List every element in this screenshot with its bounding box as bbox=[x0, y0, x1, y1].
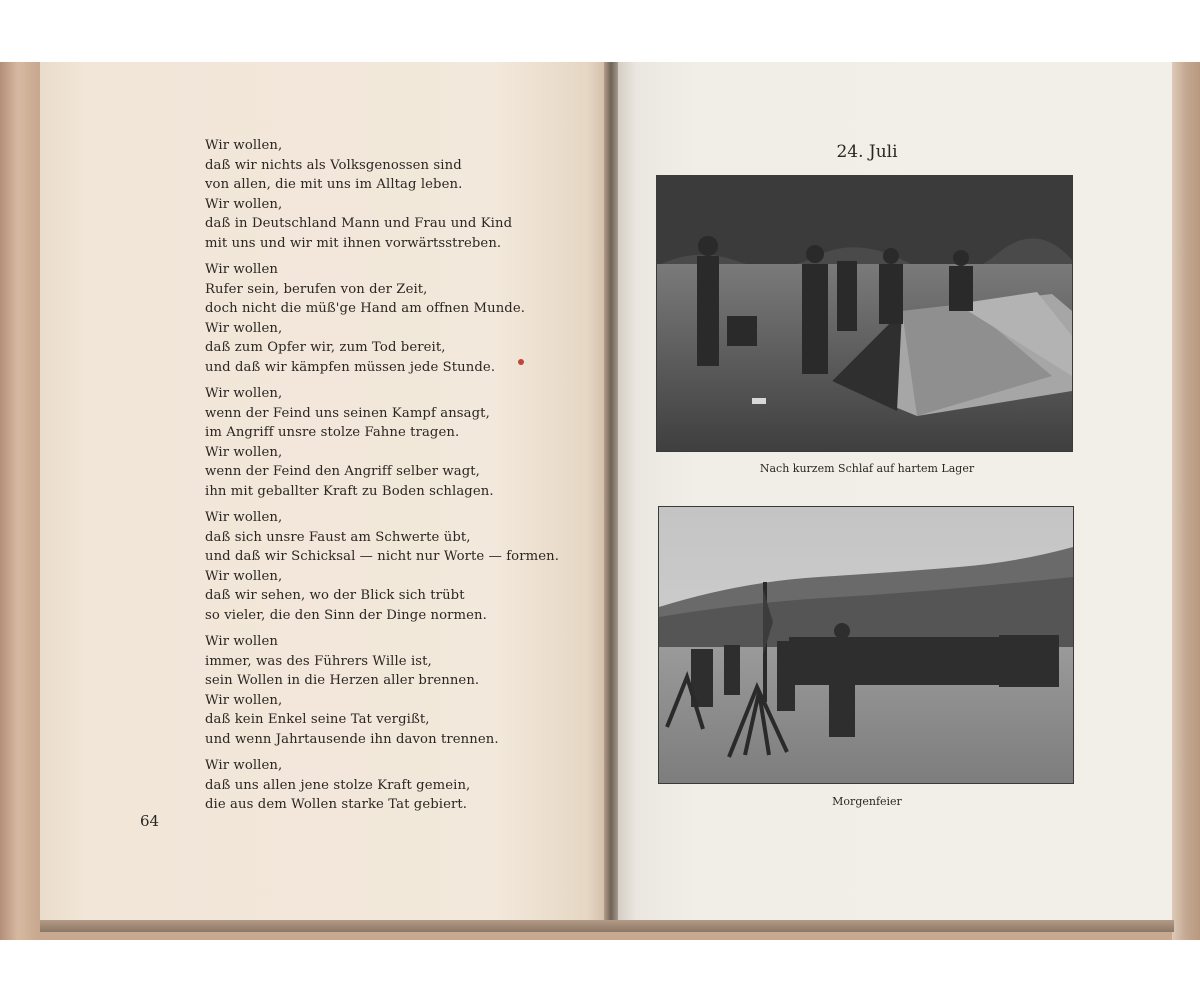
cover-edge-left bbox=[0, 62, 40, 940]
poem-line: daß wir sehen, wo der Blick sich trübt bbox=[205, 588, 465, 603]
book-gutter bbox=[604, 62, 618, 924]
poem-line: Wir wollen, bbox=[205, 758, 283, 773]
photo-morning-ceremony bbox=[659, 507, 1073, 783]
poem-line: daß uns allen jene stolze Kraft gemein, bbox=[205, 777, 471, 793]
red-ink-mark bbox=[518, 359, 524, 365]
poem-line: daß sich unsre Faust am Schwerte übt, bbox=[205, 529, 471, 545]
poem-stanza bbox=[205, 632, 585, 749]
poem-line: von allen, die mit uns im Alltag leben. bbox=[205, 177, 463, 192]
poem-line: und daß wir kämpfen müssen jede Stunde. bbox=[205, 359, 496, 375]
poem-line: wenn der Feind uns seinen Kampf ansagt, bbox=[205, 405, 490, 421]
poem-line: Wir wollen bbox=[205, 634, 278, 649]
photo-caption: Morgenfeier bbox=[832, 795, 902, 808]
poem-line: Rufer sein, berufen von der Zeit, bbox=[205, 281, 428, 297]
poem-line: Wir wollen, bbox=[205, 444, 283, 460]
poem-line: im Angriff unsre stolze Fahne tragen. bbox=[205, 425, 460, 440]
poem-line: Wir wollen, bbox=[205, 568, 283, 584]
poem-line: wenn der Feind den Angriff selber wagt, bbox=[205, 464, 480, 479]
poem-line: und wenn Jahrtausende ihn davon trennen. bbox=[205, 731, 499, 747]
poem-stanza bbox=[205, 260, 585, 377]
poem bbox=[205, 136, 585, 822]
poem-line: so vieler, die den Sinn der Dinge normen. bbox=[205, 607, 487, 623]
poem-line: daß in Deutschland Mann und Frau und Kind bbox=[205, 216, 513, 231]
poem-line: Wir wollen, bbox=[205, 692, 283, 708]
poem-line: die aus dem Wollen starke Tat gebiert. bbox=[205, 797, 468, 812]
poem-line: Wir wollen, bbox=[205, 510, 283, 525]
poem-line: Wir wollen bbox=[205, 262, 278, 277]
poem-line: sein Wollen in die Herzen aller brennen. bbox=[205, 673, 480, 688]
poem-stanza bbox=[205, 508, 585, 625]
poem-line: Wir wollen, bbox=[205, 386, 283, 401]
photo-caption: Nach kurzem Schlaf auf hartem Lager bbox=[759, 462, 975, 475]
poem-line: Wir wollen, bbox=[205, 196, 283, 212]
date-heading: 24. Juli bbox=[836, 142, 898, 162]
photo-camp-tents bbox=[657, 176, 1072, 451]
poem-line: immer, was des Führers Wille ist, bbox=[205, 653, 432, 669]
poem-line: und daß wir Schicksal — nicht nur Worte — formen. bbox=[205, 549, 560, 564]
poem-stanza bbox=[205, 384, 585, 501]
poem-line: daß wir nichts als Volksgenossen sind bbox=[205, 157, 462, 173]
page-block-edge bbox=[40, 920, 1174, 932]
poem-line: ihn mit geballter Kraft zu Boden schlagen. bbox=[205, 483, 494, 499]
poem-line: Wir wollen, bbox=[205, 138, 283, 153]
poem-line: daß zum Opfer wir, zum Tod bereit, bbox=[205, 340, 446, 355]
poem-stanza bbox=[205, 136, 585, 253]
poem-line: Wir wollen, bbox=[205, 320, 283, 336]
cover-edge-right bbox=[1172, 62, 1200, 940]
page-number: 64 bbox=[140, 812, 160, 830]
poem-stanza bbox=[205, 756, 585, 815]
poem-line: mit uns und wir mit ihnen vorwärtsstreben. bbox=[205, 235, 502, 251]
poem-line: daß kein Enkel seine Tat vergißt, bbox=[205, 712, 430, 727]
poem-line: doch nicht die müß'ge Hand am offnen Munde. bbox=[205, 301, 526, 316]
